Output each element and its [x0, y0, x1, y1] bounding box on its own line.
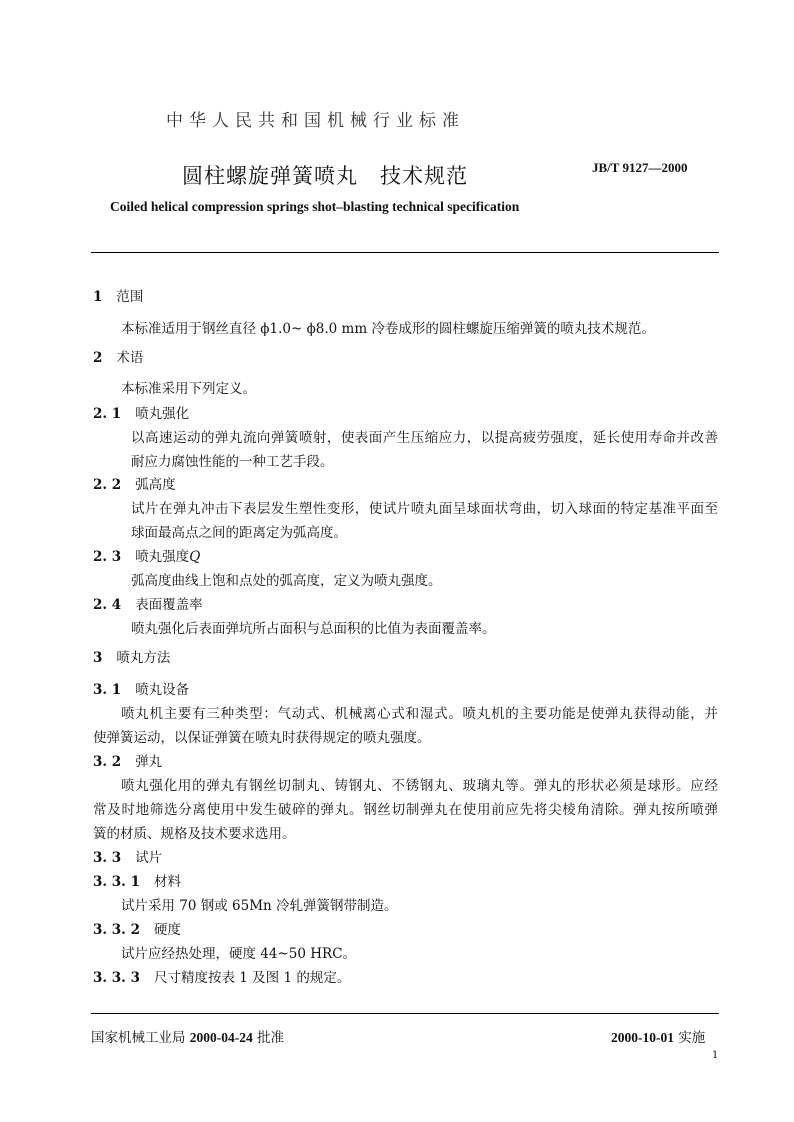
section-2-paragraph: 本标准采用下列定义。 — [121, 381, 256, 397]
section-number: 3 — [93, 650, 103, 666]
section-2-4-heading — [93, 593, 203, 613]
section-number: 3. 3. 3 — [93, 970, 140, 986]
section-2-1-heading — [93, 402, 189, 422]
section-number: 3. 3. 2 — [93, 922, 140, 938]
section-3-2-line-3: 簧的材质、规格及技术要求选用。 — [93, 826, 296, 842]
section-2-2-line-2: 球面最高点之间的距离定为弧高度。 — [131, 525, 347, 541]
section-number: 3. 3 — [93, 850, 122, 866]
section-3-3-3-heading — [93, 966, 350, 986]
section-title: 范围 — [116, 289, 144, 305]
section-3-2-line-1: 喷丸强化用的弹丸有钢丝切制丸、铸钢丸、不锈钢丸、玻璃丸等。弹丸的形状必须是球形。应经 — [121, 778, 718, 794]
section-number: 2. 4 — [93, 597, 122, 613]
approval-date: 2000-04-24 — [189, 1030, 253, 1045]
section-3-3-heading — [93, 846, 162, 866]
section-3-3-2-heading — [93, 918, 181, 938]
effective-label: 实施 — [678, 1030, 706, 1046]
effective-date: 2000-10-01 — [611, 1030, 674, 1045]
effective-line — [611, 1026, 705, 1046]
section-3-1-line-1: 喷丸机主要有三种类型：气动式、机械离心式和湿式。喷丸机的主要功能是使弹丸获得动能，并 — [121, 706, 718, 722]
section-title: 硬度 — [153, 922, 181, 938]
approval-label: 批准 — [257, 1030, 285, 1046]
section-2-3-heading — [93, 545, 200, 565]
section-2-2-line-1: 试片在弹丸冲击下表层发生塑性变形，使试片喷丸面呈球面状弯曲，切入球面的特定基准平面至 — [131, 501, 718, 517]
section-3-1-heading — [93, 678, 189, 698]
header-divider — [91, 252, 719, 253]
section-number: 1 — [93, 289, 103, 305]
section-title: 喷丸强化 — [135, 406, 190, 422]
section-3-2-heading — [93, 750, 162, 770]
section-2-1-line-1: 以高速运动的弹丸流向弹簧喷射，使表面产生压缩应力，以提高疲劳强度，延长使用寿命并改善 — [131, 430, 718, 446]
approval-line — [91, 1026, 284, 1046]
section-3-3-1-line-1: 试片采用 70 钢或 65Mn 冷轧弹簧钢带制造。 — [121, 898, 398, 914]
section-title: 尺寸精度按表 1 及图 1 的规定。 — [153, 970, 351, 986]
section-3-3-1-heading — [93, 870, 181, 890]
section-2-1-line-2: 耐应力腐蚀性能的一种工艺手段。 — [131, 454, 334, 470]
section-1-paragraph: 本标准适用于钢丝直径 ϕ1.0~ ϕ8.0 mm 冷卷成形的圆柱螺旋压缩弹簧的喷丸技术规范。 — [121, 321, 655, 337]
section-3-1-line-2: 使弹簧运动，以保证弹簧在喷丸时获得规定的喷丸强度。 — [93, 730, 431, 746]
section-number: 2. 3 — [93, 549, 122, 565]
section-title-symbol: Q — [189, 549, 201, 565]
section-2-heading — [93, 346, 143, 366]
section-number: 2. 2 — [93, 477, 122, 493]
section-number: 3. 2 — [93, 754, 122, 770]
section-1-heading — [93, 285, 143, 305]
footer-divider — [91, 1013, 719, 1014]
section-title: 表面覆盖率 — [135, 597, 203, 613]
approver-name: 国家机械工业局 — [91, 1030, 186, 1046]
section-title: 喷丸方法 — [116, 650, 171, 666]
document-title: 圆柱螺旋弹簧喷丸 技术规范 — [182, 164, 468, 188]
section-title: 喷丸强度 — [135, 549, 190, 565]
section-2-4-line-1: 喷丸强化后表面弹坑所占面积与总面积的比值为表面覆盖率。 — [131, 621, 496, 637]
section-3-3-2-line-1: 试片应经热处理，硬度 44~50 HRC。 — [121, 946, 357, 962]
standard-code: JB/T 9127—2000 — [592, 160, 688, 175]
section-title: 材料 — [153, 874, 181, 890]
section-number: 2 — [93, 350, 103, 366]
section-3-heading — [93, 646, 170, 666]
page-number: 1 — [712, 1050, 719, 1061]
section-2-3-line-1: 弧高度曲线上饱和点处的弧高度，定义为喷丸强度。 — [131, 573, 442, 589]
english-title: Coiled helical compression springs shot–blasting technical specification — [110, 199, 520, 214]
section-number: 3. 1 — [93, 682, 122, 698]
section-title: 喷丸设备 — [135, 682, 190, 698]
section-3-2-line-2: 常及时地筛选分离使用中发生破碎的弹丸。钢丝切制弹丸在使用前应先将尖棱角清除。弹丸按所喷弹 — [93, 802, 718, 818]
section-2-2-heading — [93, 473, 176, 493]
section-title: 术语 — [116, 350, 144, 366]
section-title: 试片 — [135, 850, 163, 866]
standard-category-title: 中华人民共和国机械行业标准 — [166, 111, 465, 131]
section-title: 弹丸 — [135, 754, 163, 770]
section-number: 2. 1 — [93, 406, 122, 422]
section-title: 弧高度 — [135, 477, 176, 493]
section-number: 3. 3. 1 — [93, 874, 140, 890]
